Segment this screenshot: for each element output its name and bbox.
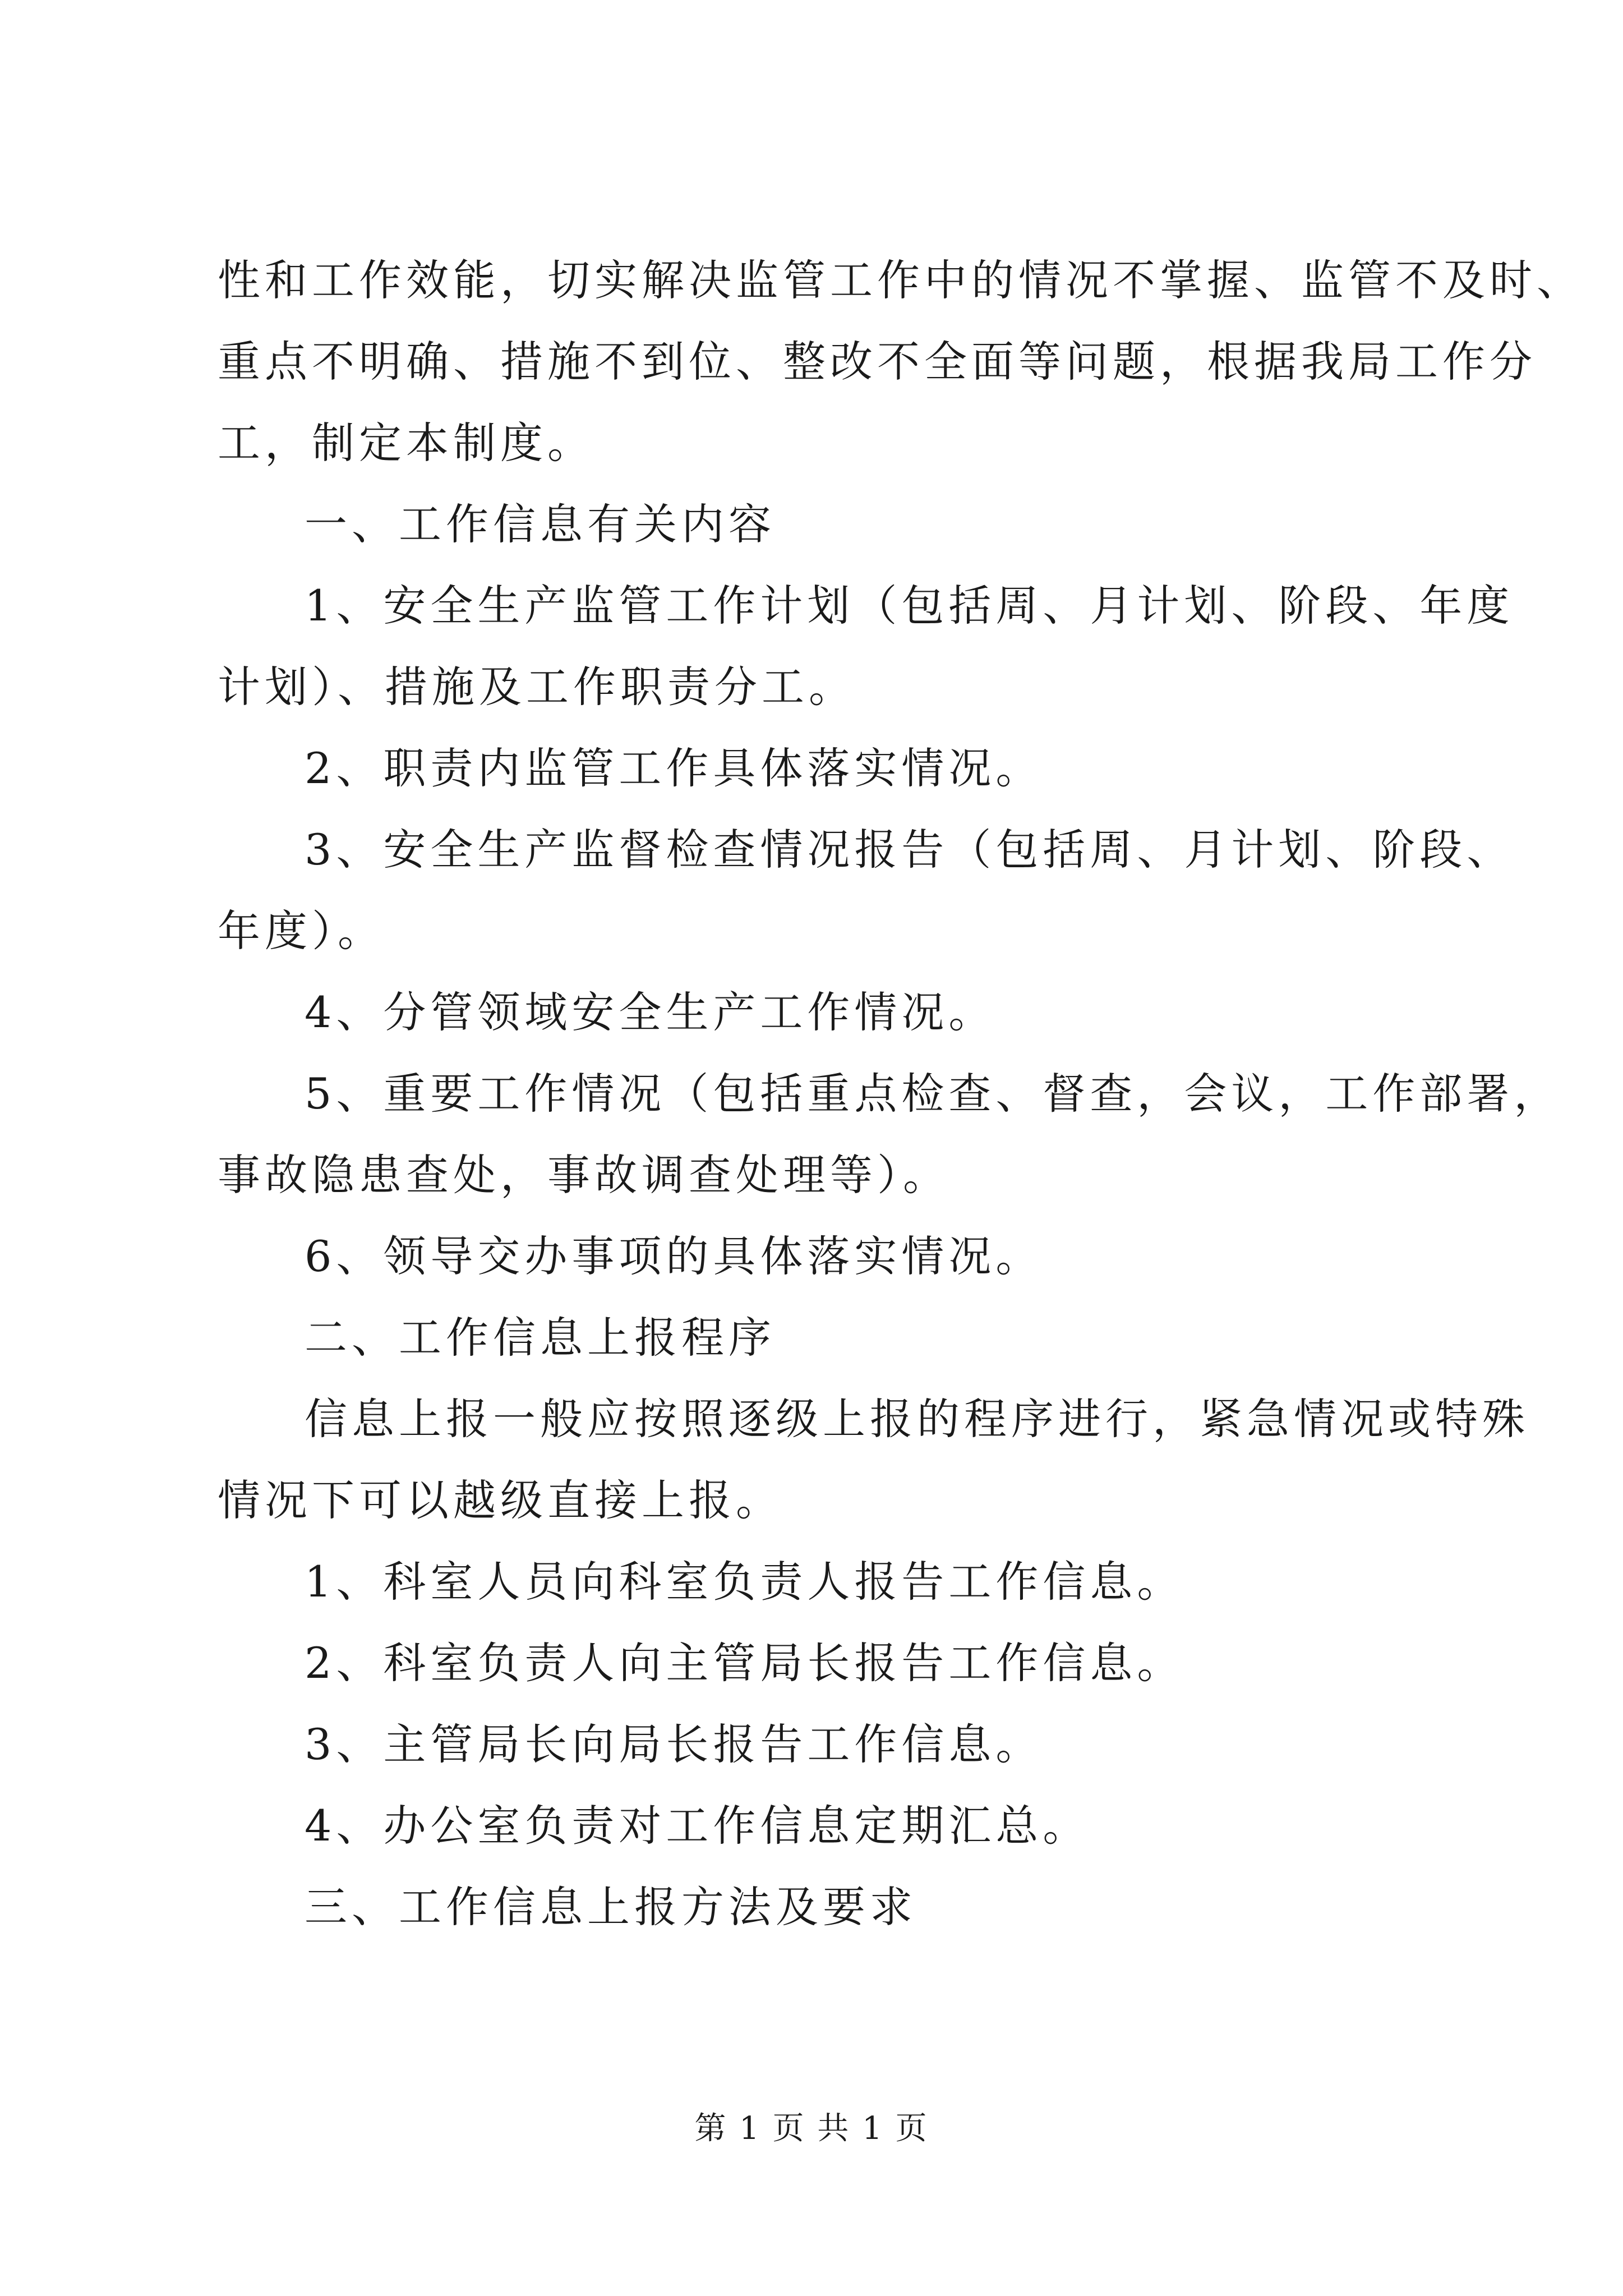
text-line: 工，制定本制度。 xyxy=(218,418,594,468)
section-heading: 一、工作信息有关内容 xyxy=(305,499,776,549)
list-item: 1、安全生产监管工作计划（包括周、月计划、阶段、年度 xyxy=(305,581,1514,631)
text-line: 情况下可以越级直接上报。 xyxy=(218,1475,783,1525)
list-item: 2、科室负责人向主管局长报告工作信息。 xyxy=(305,1638,1184,1688)
text-line: 重点不明确、措施不到位、整改不全面等问题，根据我局工作分 xyxy=(218,337,1537,386)
list-item: 3、安全生产监督检查情况报告（包括周、月计划、阶段、 xyxy=(305,825,1514,875)
list-item: 3、主管局长向局长报告工作信息。 xyxy=(305,1719,1043,1769)
list-item: 4、办公室负责对工作信息定期汇总。 xyxy=(305,1801,1090,1851)
section-heading: 二、工作信息上报程序 xyxy=(305,1313,776,1363)
list-item: 2、职责内监管工作具体落实情况。 xyxy=(305,743,1043,793)
page-footer: 第 1 页 共 1 页 xyxy=(694,2110,929,2147)
text-line: 计划）、措施及工作职责分工。 xyxy=(218,662,856,712)
list-item: 4、分管领域安全生产工作情况。 xyxy=(305,987,996,1037)
list-item: 6、领导交办事项的具体落实情况。 xyxy=(305,1231,1043,1281)
text-line: 性和工作效能，切实解决监管工作中的情况不掌握、监管不及时、 xyxy=(218,255,1584,305)
section-heading: 三、工作信息上报方法及要求 xyxy=(305,1882,917,1932)
paragraph-line: 信息上报一般应按照逐级上报的程序进行，紧急情况或特殊 xyxy=(305,1394,1529,1444)
text-line: 事故隐患查处，事故调查处理等）。 xyxy=(218,1150,950,1200)
list-item: 1、科室人员向科室负责人报告工作信息。 xyxy=(305,1557,1184,1607)
list-item: 5、重要工作情况（包括重点检查、督查，会议，工作部署， xyxy=(305,1069,1561,1119)
text-line: 年度）。 xyxy=(218,906,385,956)
